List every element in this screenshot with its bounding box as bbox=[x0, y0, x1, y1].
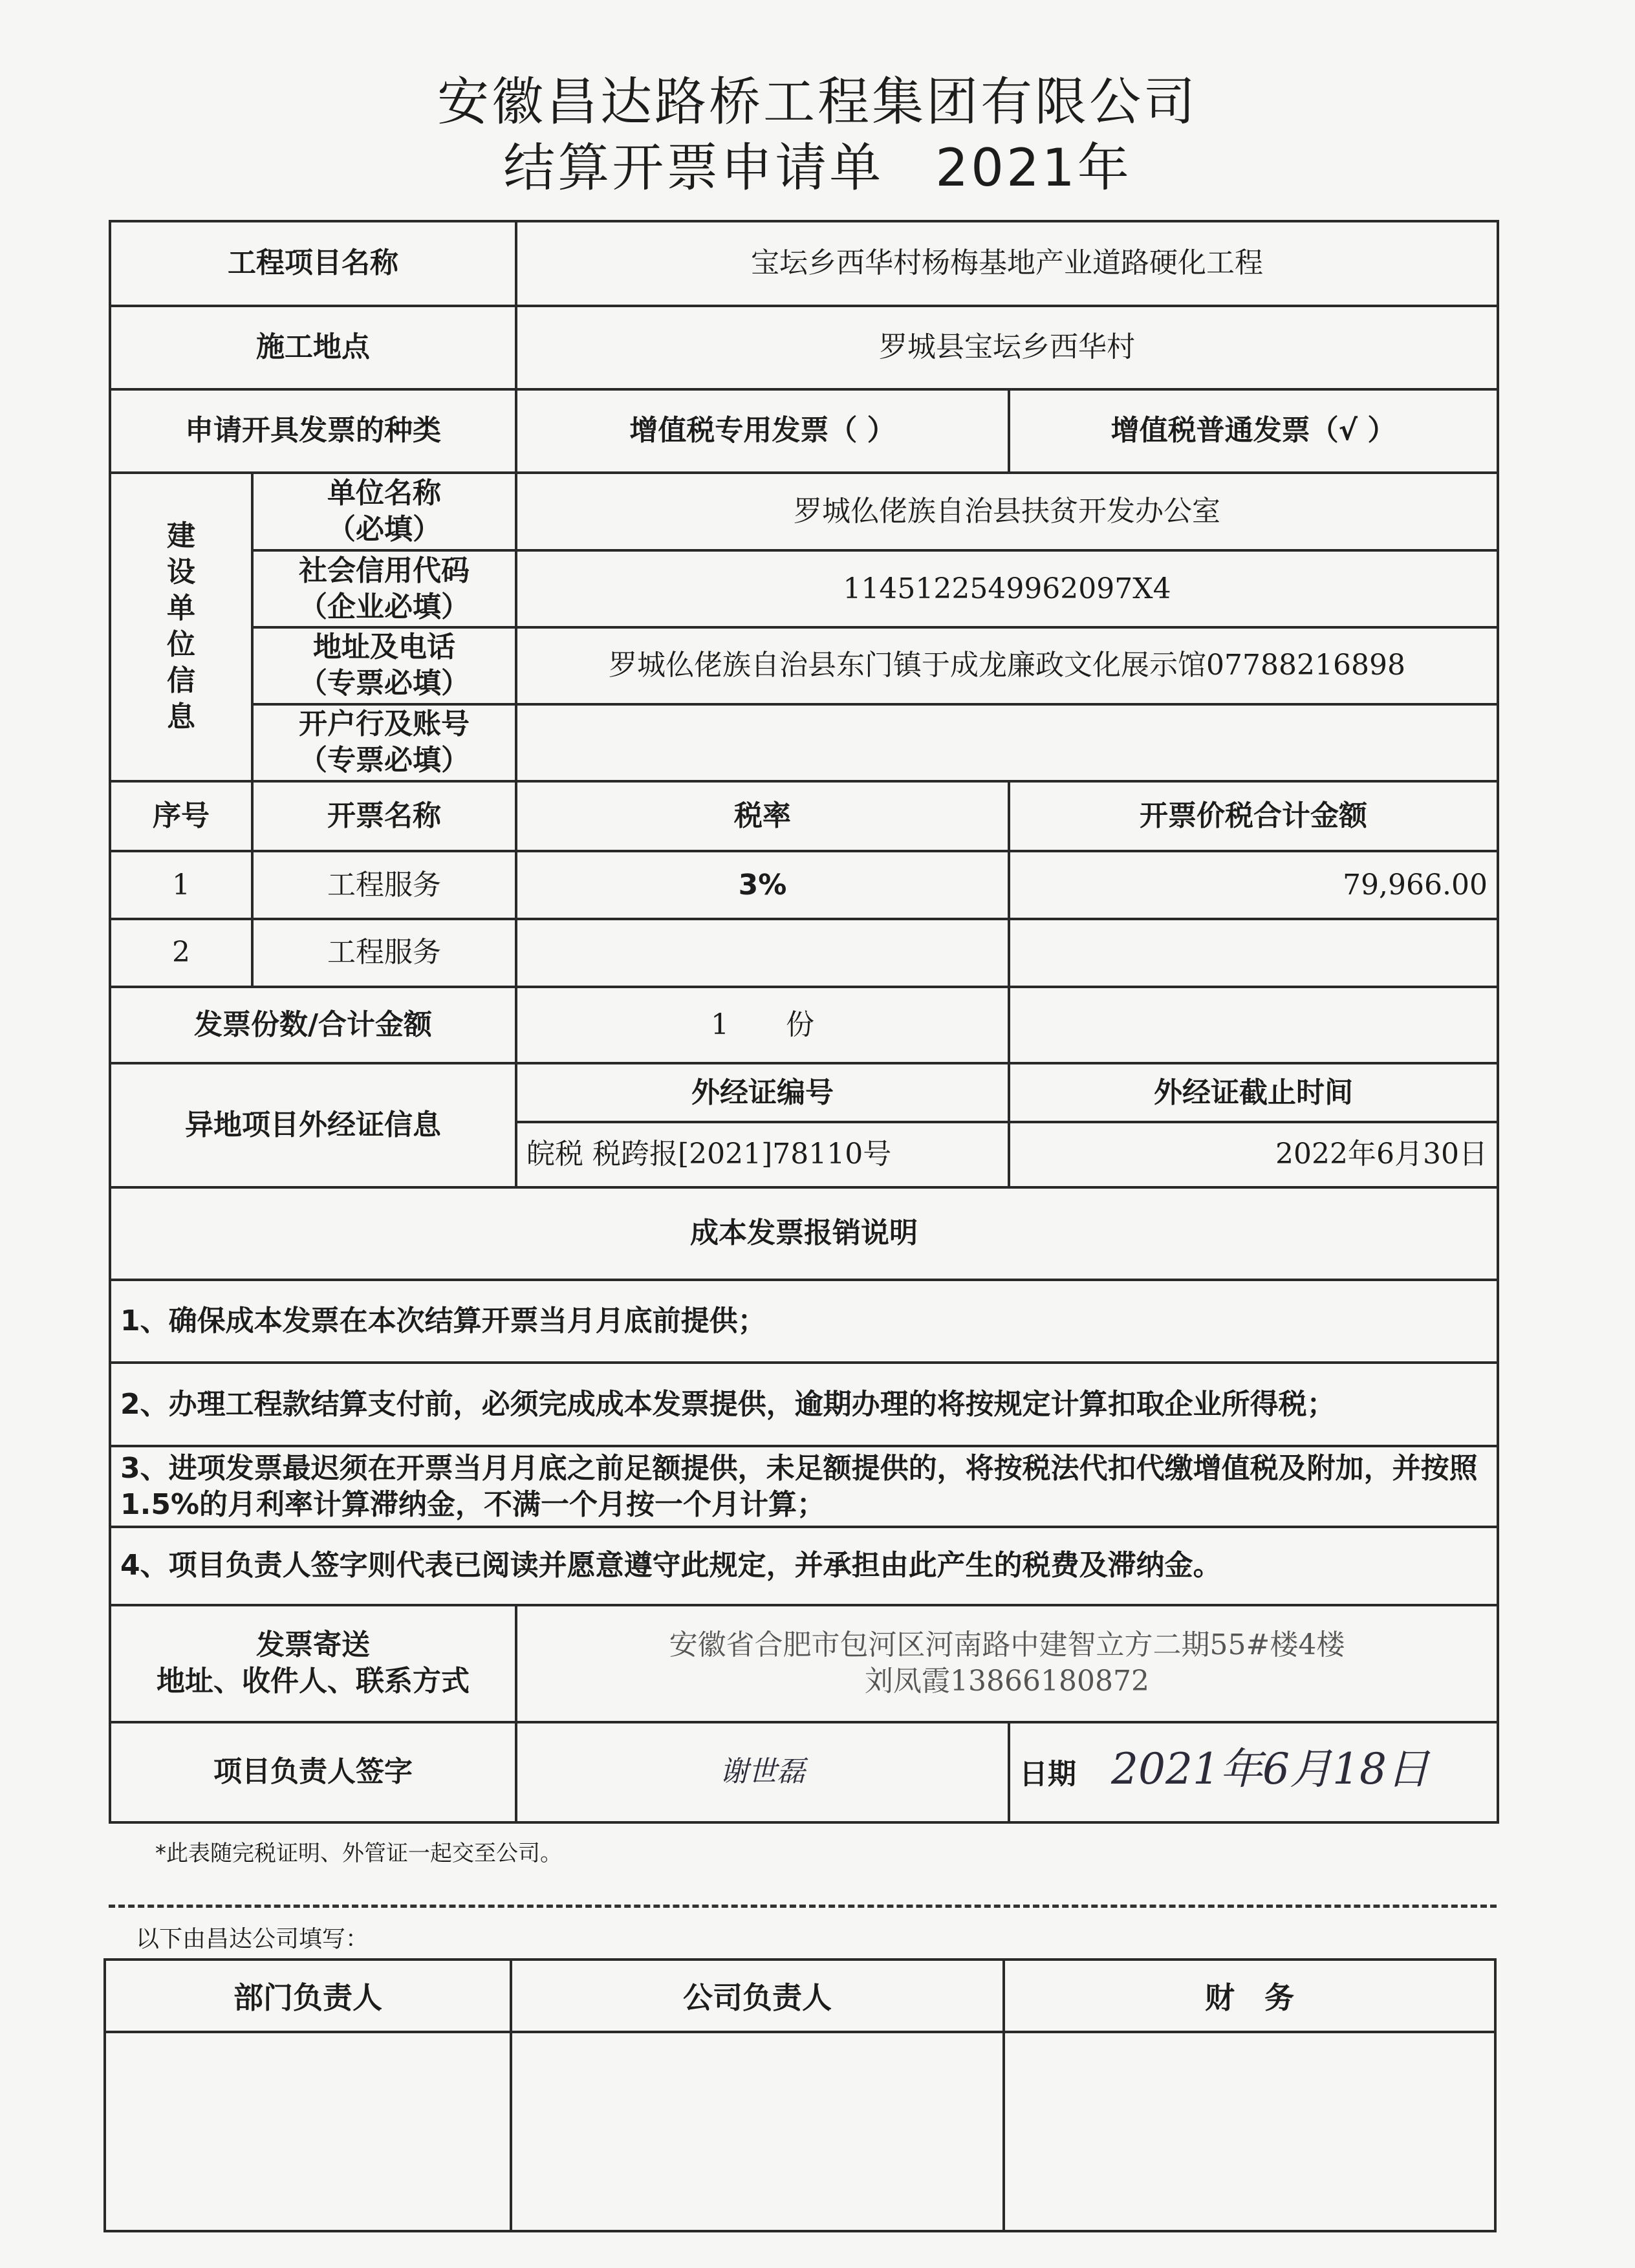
project-name-value[interactable]: 宝坛乡西华村杨梅基地产业道路硬化工程 bbox=[516, 221, 1498, 306]
dept-head-label: 部门负责人 bbox=[105, 1960, 511, 2032]
finance-sign-box[interactable] bbox=[1004, 2032, 1495, 2231]
cost-note-1: 1、确保成本发票在本次结算开票当月月底前提供； bbox=[110, 1280, 1498, 1363]
location-label: 施工地点 bbox=[110, 306, 516, 389]
dept-head-sign-box[interactable] bbox=[105, 2032, 511, 2231]
table-row bbox=[110, 851, 1498, 919]
bank-account-label: 开户行及账号 （专票必填） bbox=[252, 704, 516, 781]
col-header-name: 开票名称 bbox=[252, 781, 516, 852]
company-head-sign-box[interactable] bbox=[511, 2032, 1004, 2231]
cert-deadline-label: 外经证截止时间 bbox=[1009, 1063, 1498, 1122]
settlement-invoice-form bbox=[109, 220, 1499, 1824]
row-amount[interactable] bbox=[1009, 919, 1498, 987]
date-handwritten: 2021年6月18日 bbox=[1111, 1744, 1429, 1795]
cost-note-2: 2、办理工程款结算支付前，必须完成成本发票提供，逾期办理的将按规定计算扣取企业所得税； bbox=[110, 1363, 1498, 1446]
col-header-rate: 税率 bbox=[516, 781, 1009, 852]
mailing-label: 发票寄送 地址、收件人、联系方式 bbox=[110, 1605, 516, 1722]
company-approval-table bbox=[103, 1958, 1497, 2232]
company-fill-intro: 以下由昌达公司填写： bbox=[136, 1926, 369, 1952]
finance-label: 财 务 bbox=[1004, 1960, 1495, 2032]
unit-name-value[interactable]: 罗城仫佬族自治县扶贫开发办公室 bbox=[516, 473, 1498, 551]
signature-date-cell[interactable] bbox=[1009, 1722, 1498, 1822]
cost-note-4: 4、项目负责人签字则代表已阅读并愿意遵守此规定，并承担由此产生的税费及滞纳金。 bbox=[110, 1527, 1498, 1605]
special-invoice-option[interactable]: 增值税专用发票（ ） bbox=[516, 389, 1009, 473]
footnote: *此表随完税证明、外管证一起交至公司。 bbox=[155, 1841, 562, 1866]
row-name[interactable]: 工程服务 bbox=[252, 851, 516, 919]
company-title: 安徽昌达路桥工程集团有限公司 bbox=[437, 72, 1198, 132]
bank-account-value[interactable] bbox=[516, 704, 1498, 781]
cost-notes-title: 成本发票报销说明 bbox=[110, 1187, 1498, 1280]
cert-deadline-value[interactable]: 2022年6月30日 bbox=[1009, 1122, 1498, 1187]
signature-handwritten[interactable]: 谢世磊 bbox=[516, 1722, 1009, 1822]
cert-number-label: 外经证编号 bbox=[516, 1063, 1009, 1122]
row-name[interactable]: 工程服务 bbox=[252, 919, 516, 987]
date-label: 日期 bbox=[1019, 1758, 1076, 1791]
summary-count[interactable]: 1 份 bbox=[516, 987, 1009, 1064]
row-amount[interactable]: 79,966.00 bbox=[1009, 851, 1498, 919]
address-phone-value[interactable]: 罗城仫佬族自治县东门镇于成龙廉政文化展示馆07788216898 bbox=[516, 627, 1498, 704]
col-header-amount: 开票价税合计金额 bbox=[1009, 781, 1498, 852]
row-rate[interactable] bbox=[516, 919, 1009, 987]
cut-line-divider bbox=[109, 1905, 1497, 1908]
company-head-label: 公司负责人 bbox=[511, 1960, 1004, 2032]
signature-label: 项目负责人签字 bbox=[110, 1722, 516, 1822]
credit-code-value[interactable]: 1145122549962097X4 bbox=[516, 550, 1498, 627]
project-name-label: 工程项目名称 bbox=[110, 221, 516, 306]
form-year: 2021年 bbox=[935, 138, 1132, 198]
cost-note-3: 3、进项发票最迟须在开票当月月底之前足额提供，未足额提供的，将按税法代扣代缴增值税及附加，并按照1.5%的月利率计算滞纳金，不满一个月按一个月计算； bbox=[110, 1446, 1498, 1527]
address-phone-label: 地址及电话 （专票必填） bbox=[252, 627, 516, 704]
row-no: 2 bbox=[110, 919, 252, 987]
col-header-no: 序号 bbox=[110, 781, 252, 852]
table-row bbox=[110, 919, 1498, 987]
form-title-text: 结算开票申请单 bbox=[503, 138, 884, 198]
invoice-type-label: 申请开具发票的种类 bbox=[110, 389, 516, 473]
row-rate[interactable]: 3% bbox=[516, 851, 1009, 919]
summary-label: 发票份数/合计金额 bbox=[110, 987, 516, 1064]
builder-info-group-label: 建 设 单 位 信 息 bbox=[110, 473, 252, 781]
mailing-value[interactable]: 安徽省合肥市包河区河南路中建智立方二期55#楼4楼 刘凤霞13866180872 bbox=[516, 1605, 1498, 1722]
ordinary-invoice-option[interactable]: 增值税普通发票（√ ） bbox=[1009, 389, 1498, 473]
external-cert-label: 异地项目外经证信息 bbox=[110, 1063, 516, 1187]
summary-total[interactable] bbox=[1009, 987, 1498, 1064]
row-no: 1 bbox=[110, 851, 252, 919]
location-value[interactable]: 罗城县宝坛乡西华村 bbox=[516, 306, 1498, 389]
credit-code-label: 社会信用代码 （企业必填） bbox=[252, 550, 516, 627]
unit-name-label: 单位名称 （必填） bbox=[252, 473, 516, 551]
form-title bbox=[0, 137, 1635, 199]
cert-number-value[interactable]: 皖税 税跨报[2021]78110号 bbox=[516, 1122, 1009, 1187]
